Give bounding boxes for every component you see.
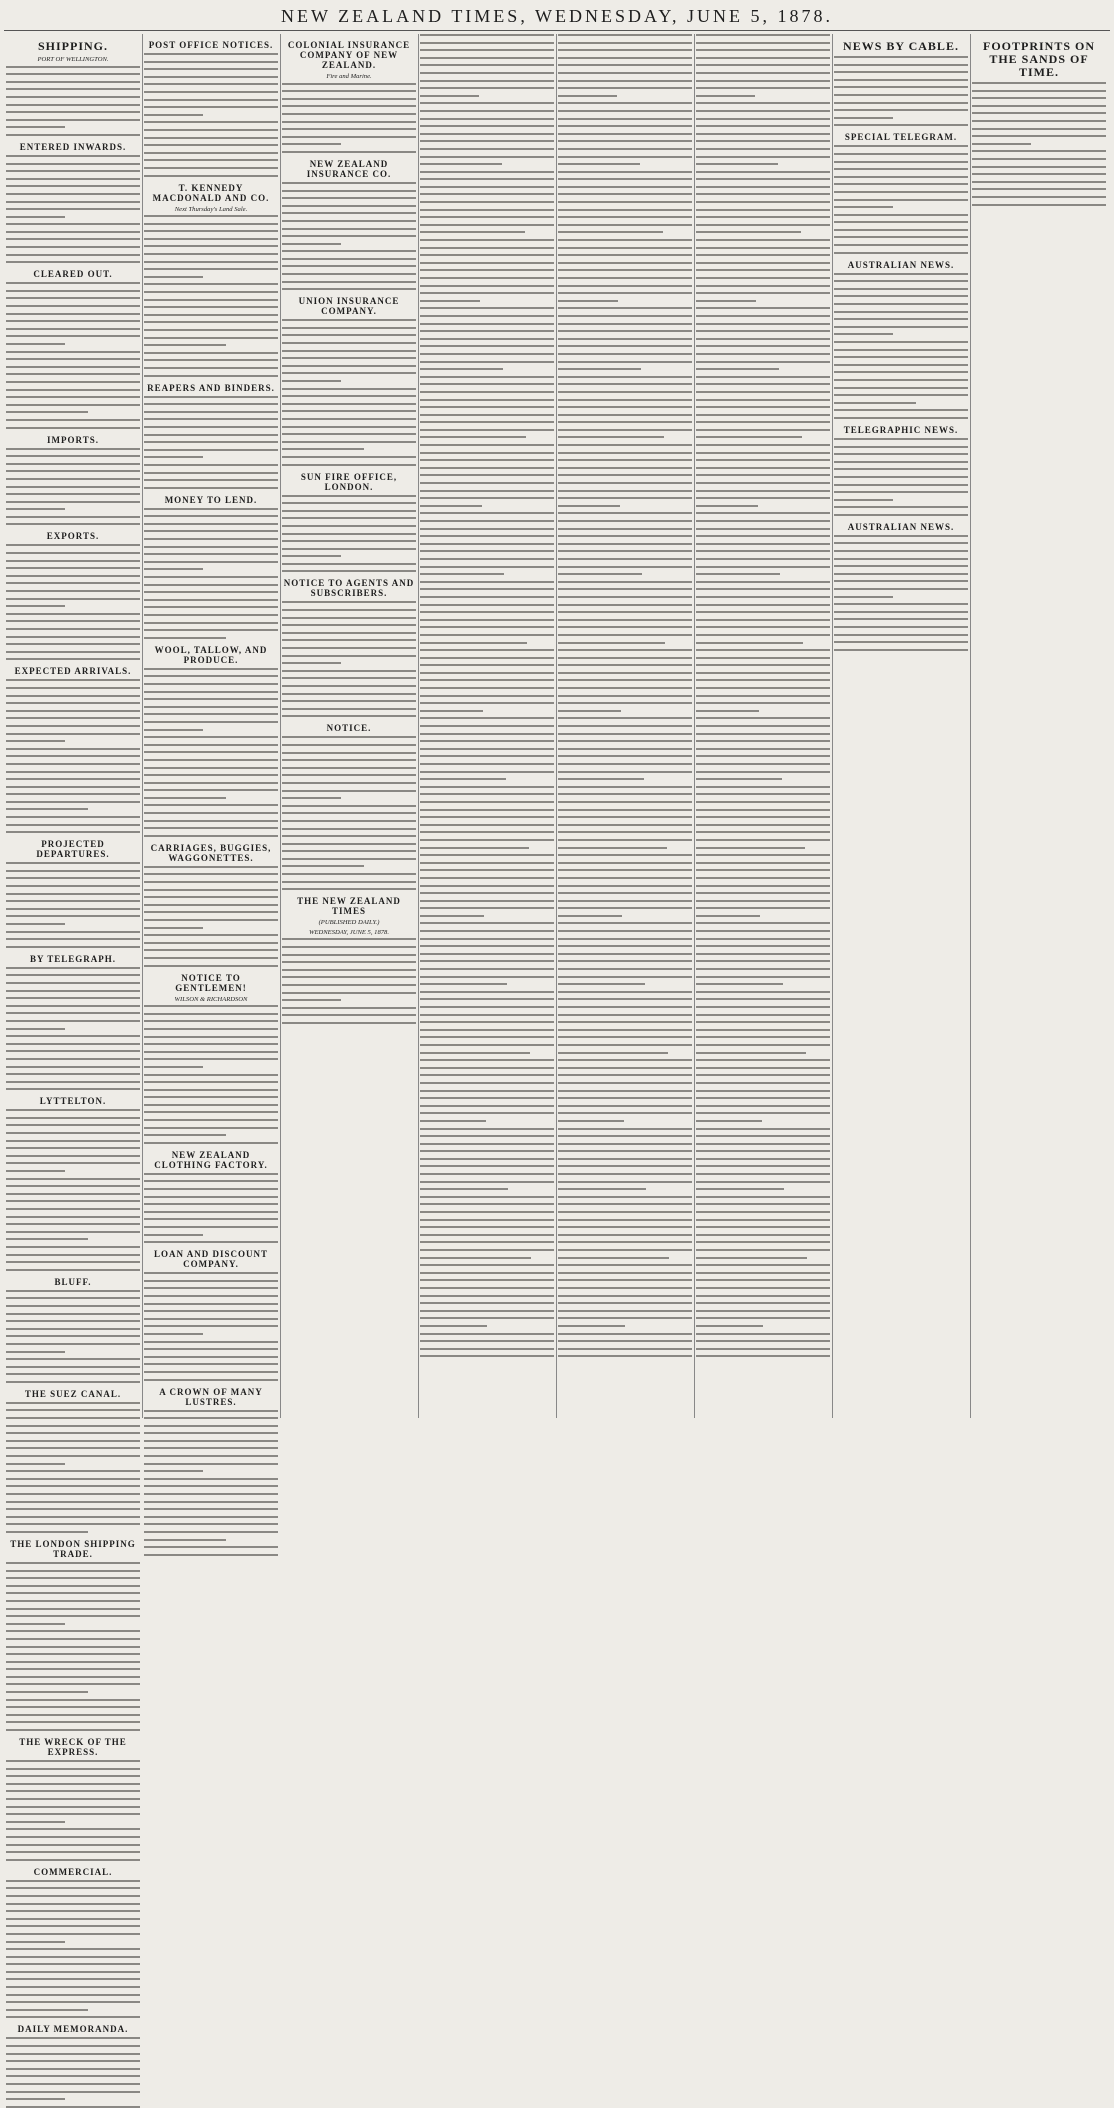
article	[6, 40, 140, 136]
article	[6, 1389, 140, 1533]
column-7	[834, 34, 968, 1418]
column-2	[144, 34, 278, 1418]
article-heading: CLEARED OUT.	[33, 269, 113, 280]
article-heading: NOTICE.	[326, 723, 372, 734]
column-8	[972, 34, 1106, 1418]
illegible-text	[6, 1402, 140, 1533]
illegible-text	[558, 34, 692, 1357]
article	[144, 1387, 278, 1556]
article	[696, 34, 830, 1357]
illegible-text	[282, 938, 416, 1024]
article	[834, 425, 968, 516]
article-heading: NEW ZEALAND CLOTHING FACTORY.	[154, 1149, 268, 1170]
article-heading: UNION INSURANCE COMPANY.	[298, 296, 400, 317]
illegible-text	[144, 508, 278, 639]
article-heading: CARRIAGES, BUGGIES, WAGGONETTES.	[150, 842, 272, 863]
article-heading: AUSTRALIAN NEWS.	[847, 521, 955, 532]
illegible-text	[696, 34, 830, 1357]
masthead-title: NEW ZEALAND TIMES, WEDNESDAY, JUNE 5, 1878.	[281, 6, 833, 26]
article	[144, 1249, 278, 1380]
article-heading: T. KENNEDY MACDONALD AND CO.	[152, 182, 270, 203]
article-text: WILSON & RICHARDSON	[174, 995, 248, 1003]
illegible-text	[6, 679, 140, 833]
article-heading: MONEY TO LEND.	[164, 494, 258, 505]
illegible-text	[6, 155, 140, 263]
column-6	[696, 34, 830, 1418]
article	[6, 954, 140, 1091]
article-heading: BLUFF.	[54, 1276, 92, 1287]
article	[282, 578, 416, 717]
article-text: WEDNESDAY, JUNE 5, 1878.	[309, 928, 389, 936]
column-rule	[142, 34, 143, 1418]
article-text: Fire and Marine.	[326, 73, 372, 80]
column-rule	[970, 34, 971, 1418]
illegible-text	[6, 1290, 140, 1383]
article-heading: SPECIAL TELEGRAM.	[844, 132, 958, 143]
article-heading: NOTICE TO AGENTS AND SUBSCRIBERS.	[283, 578, 415, 599]
illegible-text	[972, 82, 1106, 206]
article-heading: THE WRECK OF THE EXPRESS.	[19, 1737, 127, 1758]
illegible-text	[6, 1562, 140, 1731]
article	[6, 435, 140, 526]
illegible-text	[6, 282, 140, 428]
illegible-text	[834, 535, 968, 651]
article	[6, 1096, 140, 1270]
article-heading: THE SUEZ CANAL.	[24, 1388, 122, 1399]
illegible-text	[282, 736, 416, 890]
column-3	[282, 34, 416, 1418]
article	[6, 2024, 140, 2107]
article	[420, 34, 554, 1357]
illegible-text	[144, 866, 278, 967]
illegible-text	[6, 862, 140, 948]
article	[834, 40, 968, 126]
illegible-text	[144, 1173, 278, 1243]
illegible-text	[144, 53, 278, 177]
article-heading: SHIPPING.	[37, 39, 108, 53]
illegible-text	[6, 448, 140, 526]
illegible-text	[6, 66, 140, 136]
article-heading: THE LONDON SHIPPING TRADE.	[10, 1538, 136, 1559]
article-text: (PUBLISHED DAILY.)	[318, 919, 380, 927]
article	[144, 183, 278, 377]
illegible-text	[420, 34, 554, 1357]
article-heading: COLONIAL INSURANCE COMPANY OF NEW ZEALAND.	[287, 40, 411, 70]
illegible-text	[834, 145, 968, 253]
article-heading: NEWS BY CABLE.	[843, 39, 959, 53]
article	[6, 1539, 140, 1731]
article-heading: TELEGRAPHIC NEWS.	[843, 424, 959, 435]
article	[834, 132, 968, 253]
article-heading: AUSTRALIAN NEWS.	[847, 259, 955, 270]
article	[6, 531, 140, 660]
illegible-text	[282, 182, 416, 290]
column-rule	[832, 34, 833, 1418]
article	[972, 40, 1106, 206]
illegible-text	[282, 601, 416, 717]
article	[558, 34, 692, 1357]
article	[282, 40, 416, 153]
article-heading: EXPECTED ARRIVALS.	[14, 666, 132, 677]
column-rule	[556, 34, 557, 1418]
article-heading: REAPERS AND BINDERS.	[147, 382, 275, 393]
illegible-text	[282, 319, 416, 465]
illegible-text	[6, 1880, 140, 2019]
article	[6, 1277, 140, 1383]
illegible-text	[6, 2037, 140, 2107]
article	[6, 839, 140, 948]
article	[282, 896, 416, 1024]
article	[282, 723, 416, 890]
illegible-text	[144, 1410, 278, 1556]
article-heading: LYTTELTON.	[39, 1096, 107, 1107]
column-4	[420, 34, 554, 1418]
article	[282, 472, 416, 573]
article-heading: IMPORTS.	[47, 434, 99, 445]
column-rule	[418, 34, 419, 1418]
article-heading: FOOTPRINTS ON THE SANDS OF TIME.	[982, 39, 1095, 79]
masthead	[0, 6, 1114, 28]
article	[144, 843, 278, 967]
article	[834, 522, 968, 651]
article	[6, 1737, 140, 1861]
article	[144, 383, 278, 489]
article-heading: PROJECTED DEPARTURES.	[36, 839, 110, 860]
illegible-text	[282, 495, 416, 573]
illegible-text	[144, 1005, 278, 1144]
article-heading: NOTICE TO GENTLEMEN!	[175, 972, 247, 993]
article-heading: A CROWN OF MANY LUSTRES.	[159, 1386, 263, 1407]
column-5	[558, 34, 692, 1418]
article-heading: NEW ZEALAND INSURANCE CO.	[306, 158, 392, 179]
article-heading: COMMERCIAL.	[33, 1866, 113, 1877]
illegible-text	[282, 83, 416, 153]
article	[282, 159, 416, 290]
article	[144, 973, 278, 1144]
illegible-text	[834, 56, 968, 126]
illegible-text	[834, 438, 968, 516]
article-heading: LOAN AND DISCOUNT COMPANY.	[153, 1249, 268, 1270]
illegible-text	[6, 544, 140, 660]
article-heading: BY TELEGRAPH.	[29, 953, 116, 964]
article-heading: POST OFFICE NOTICES.	[148, 40, 274, 50]
article	[144, 495, 278, 639]
article	[6, 142, 140, 263]
illegible-text	[834, 273, 968, 419]
illegible-text	[144, 1272, 278, 1380]
article	[144, 645, 278, 837]
article	[6, 269, 140, 428]
illegible-text	[6, 1109, 140, 1270]
article	[6, 1867, 140, 2019]
article-heading: THE NEW ZEALAND TIMES	[297, 896, 401, 917]
column-rule	[280, 34, 281, 1418]
article-heading: SUN FIRE OFFICE, LONDON.	[300, 471, 398, 492]
article	[282, 296, 416, 465]
illegible-text	[6, 1760, 140, 1861]
article	[144, 1150, 278, 1243]
illegible-text	[144, 396, 278, 489]
article-heading: ENTERED INWARDS.	[19, 141, 127, 152]
illegible-text	[144, 215, 278, 376]
article-heading: DAILY MEMORANDA.	[17, 2024, 129, 2035]
article	[144, 40, 278, 177]
article-text: Next Thursday's Land Sale.	[174, 205, 248, 213]
article-heading: EXPORTS.	[46, 531, 100, 542]
column-rule	[694, 34, 695, 1418]
article-text: PORT OF WELLINGTON.	[37, 56, 109, 63]
masthead-rule	[4, 30, 1110, 31]
article-heading: WOOL, TALLOW, AND PRODUCE.	[154, 644, 268, 665]
article	[834, 260, 968, 419]
column-1	[6, 34, 140, 2035]
illegible-text	[144, 668, 278, 837]
article	[6, 666, 140, 833]
illegible-text	[6, 967, 140, 1091]
